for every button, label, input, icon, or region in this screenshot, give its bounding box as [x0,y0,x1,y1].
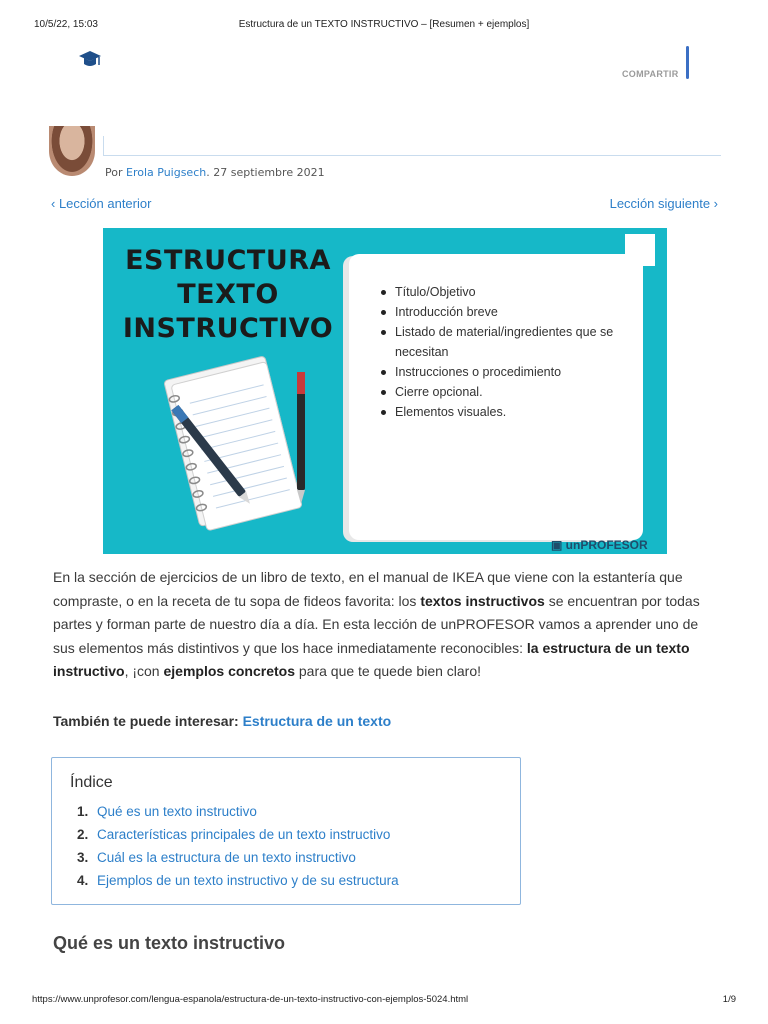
divider [103,136,104,156]
hero-brand-watermark [551,538,648,552]
text-run: se encuentran por todas partes y forman parte de nuestro día a día. En esta lección de unPROFESOR vamos a aprender uno de sus elementos más distintivos y que los hace inmediatamente reconocibles: [53,592,700,656]
bold-text: la estructura de un texto instructivo [53,639,690,679]
page-number: 1/9 [722,994,736,1005]
notebook-pen-illustration [153,344,313,534]
toc-number: 2. [77,827,89,842]
hero-title [103,244,353,346]
bold-text: ejemplos concretos [163,663,295,679]
toc-link[interactable]: Características principales de un texto instructivo [97,827,391,842]
toc-item [77,800,399,823]
hero-list-item: Instrucciones o procedimiento [381,362,643,382]
toc-title: Índice [70,774,113,791]
toc-list [77,800,399,892]
hero-image [103,228,667,554]
text-run: , ¡con [124,663,164,679]
hero-list-item: Elementos visuales. [381,402,643,422]
bold-text: textos instructivos [420,592,545,609]
hero-list-item: Introducción breve [381,302,643,322]
hero-list-item: Listado de material/ingredientes que se necesitan [381,322,643,362]
author-link[interactable]: Erola Puigsech [126,166,207,179]
hero-list-item: Cierre opcional. [381,382,643,402]
hero-title-line: ESTRUCTURA [125,245,331,276]
toc-number: 4. [77,873,89,888]
next-lesson-link[interactable]: Lección siguiente › [609,196,718,211]
divider [103,155,721,156]
previous-lesson-link[interactable]: ‹ Lección anterior [51,196,152,211]
table-of-contents [51,757,521,905]
toc-item [77,869,399,892]
article-paragraph [53,566,713,684]
toc-link[interactable]: Ejemplos de un texto instructivo y de su estructura [97,873,399,888]
text-run: En la sección de ejercicios de un libro de texto, en el manual de IKEA que viene con la estantería que compraste, o en la receta de tu sopa de fideos favorita: los [53,569,683,609]
logo-icon: ▣ [551,538,566,552]
text-run: para que te quede bien claro! [294,663,482,679]
avatar [49,126,95,176]
graduation-cap-icon[interactable] [77,48,103,72]
related-link[interactable]: Estructura de un texto [242,713,392,729]
share-button[interactable]: COMPARTIR [622,69,679,79]
hero-list-item: Título/Objetivo [381,282,643,302]
section-heading: Qué es un texto instructivo [53,933,286,953]
print-url: https://www.unprofesor.com/lengua-espanola/estructura-de-un-texto-instructivo-con-ejemplos-5024.html [32,994,469,1005]
toc-number: 3. [77,850,89,865]
byline-prefix: Por [105,166,126,179]
print-header [0,0,768,32]
byline-date: . 27 septiembre 2021 [206,166,325,179]
hero-title-line: TEXTO [177,279,279,310]
toc-number: 1. [77,804,89,819]
related-label: También te puede interesar: [53,713,243,729]
hero-title-line: INSTRUCTIVO [122,313,334,344]
toc-link[interactable]: Cuál es la estructura de un texto instructivo [97,850,356,865]
toc-item [77,846,399,869]
toc-item [77,823,399,846]
hero-brand-text: unPROFESOR [565,538,648,552]
related-link-line [53,713,391,729]
hero-card-tab [625,234,655,266]
print-date: 10/5/22, 15:03 [34,19,98,30]
hero-list [381,282,643,422]
toc-link[interactable]: Qué es un texto instructivo [97,804,257,819]
print-document-title: Estructura de un TEXTO INSTRUCTIVO – [Resumen + ejemplos] [238,19,530,30]
byline [105,166,325,179]
share-bar [686,46,689,79]
